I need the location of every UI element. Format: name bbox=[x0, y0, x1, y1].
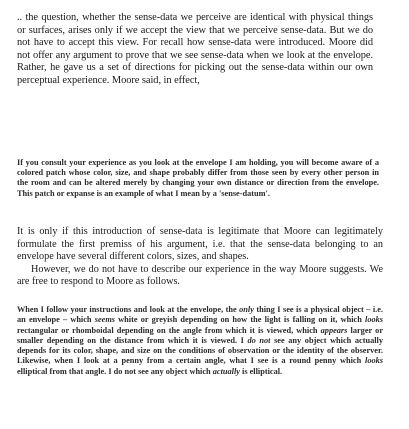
emphasis-seems: seems bbox=[94, 315, 115, 325]
quote-segment: is elliptical. bbox=[239, 366, 283, 376]
emphasis-actually: actually bbox=[212, 366, 240, 376]
block-quote-sense-datum: If you consult your experience as you look at the envelope I am holding, you will become aware of a colored patch whose color, size, and shape probably differ from those seen by every other person in the room and can be altered merely by changing your own distance or direction from the envelope. This patch or expanse is an example of what I mean by a 'sense-datum'. bbox=[17, 158, 379, 198]
argument-paragraph bbox=[17, 226, 383, 289]
emphasis-appears: appears bbox=[320, 325, 348, 335]
quote-segment: thing I see is a physical object – i.e. an envelope – which bbox=[17, 305, 383, 325]
response-text: However, we do not have to describe our experience in the way Moore suggests. We are free to respond to Moore as follows. bbox=[17, 263, 383, 287]
argument-text: It is only if this introduction of sense-data is legitimate that Moore can legitimately formulate the first premiss of his argument, i.e. that the sense-data belonging to an envelope have several different colors, sizes, and shapes. bbox=[17, 226, 383, 262]
quote-segment: rectangular or rhomboidal depending on the angle from which it is viewed, which bbox=[17, 325, 321, 335]
block-quote-response bbox=[17, 305, 383, 377]
quote-segment: When I follow your instructions and look at the envelope, the bbox=[17, 305, 240, 314]
intro-paragraph: .. the question, whether the sense-data we perceive are identical with physical things or surfaces, arises only if we accept the view that we perceive sense-data. But we do not have to accept this view. For recall how sense-data were introduced. Moore did not offer any argument to prove that we see sense-data when we look at the envelope. Rather, he gave us a set of directions for picking out the sense-data within our own perceptual experience. Moore said, in effect, bbox=[17, 12, 373, 86]
emphasis-looks: looks bbox=[365, 315, 384, 325]
quote-segment: white or greyish depending on how the light is falling on it, which bbox=[115, 315, 366, 325]
quote-segment: elliptical from that angle. I do not see any object which bbox=[17, 366, 213, 376]
emphasis-only: only bbox=[239, 305, 254, 314]
quote-segment: larger or smaller depending on the distance from which it is viewed. I bbox=[17, 325, 384, 345]
emphasis-do-not: do not bbox=[247, 335, 271, 345]
quote-segment: see any object which actually depends for its color, shape, and size on the conditions of observation or the identity of the observer. Likewise, when I look at a penny from a certain angle, what I see is a round penny which bbox=[17, 335, 384, 366]
emphasis-looks-2: looks bbox=[365, 356, 383, 366]
